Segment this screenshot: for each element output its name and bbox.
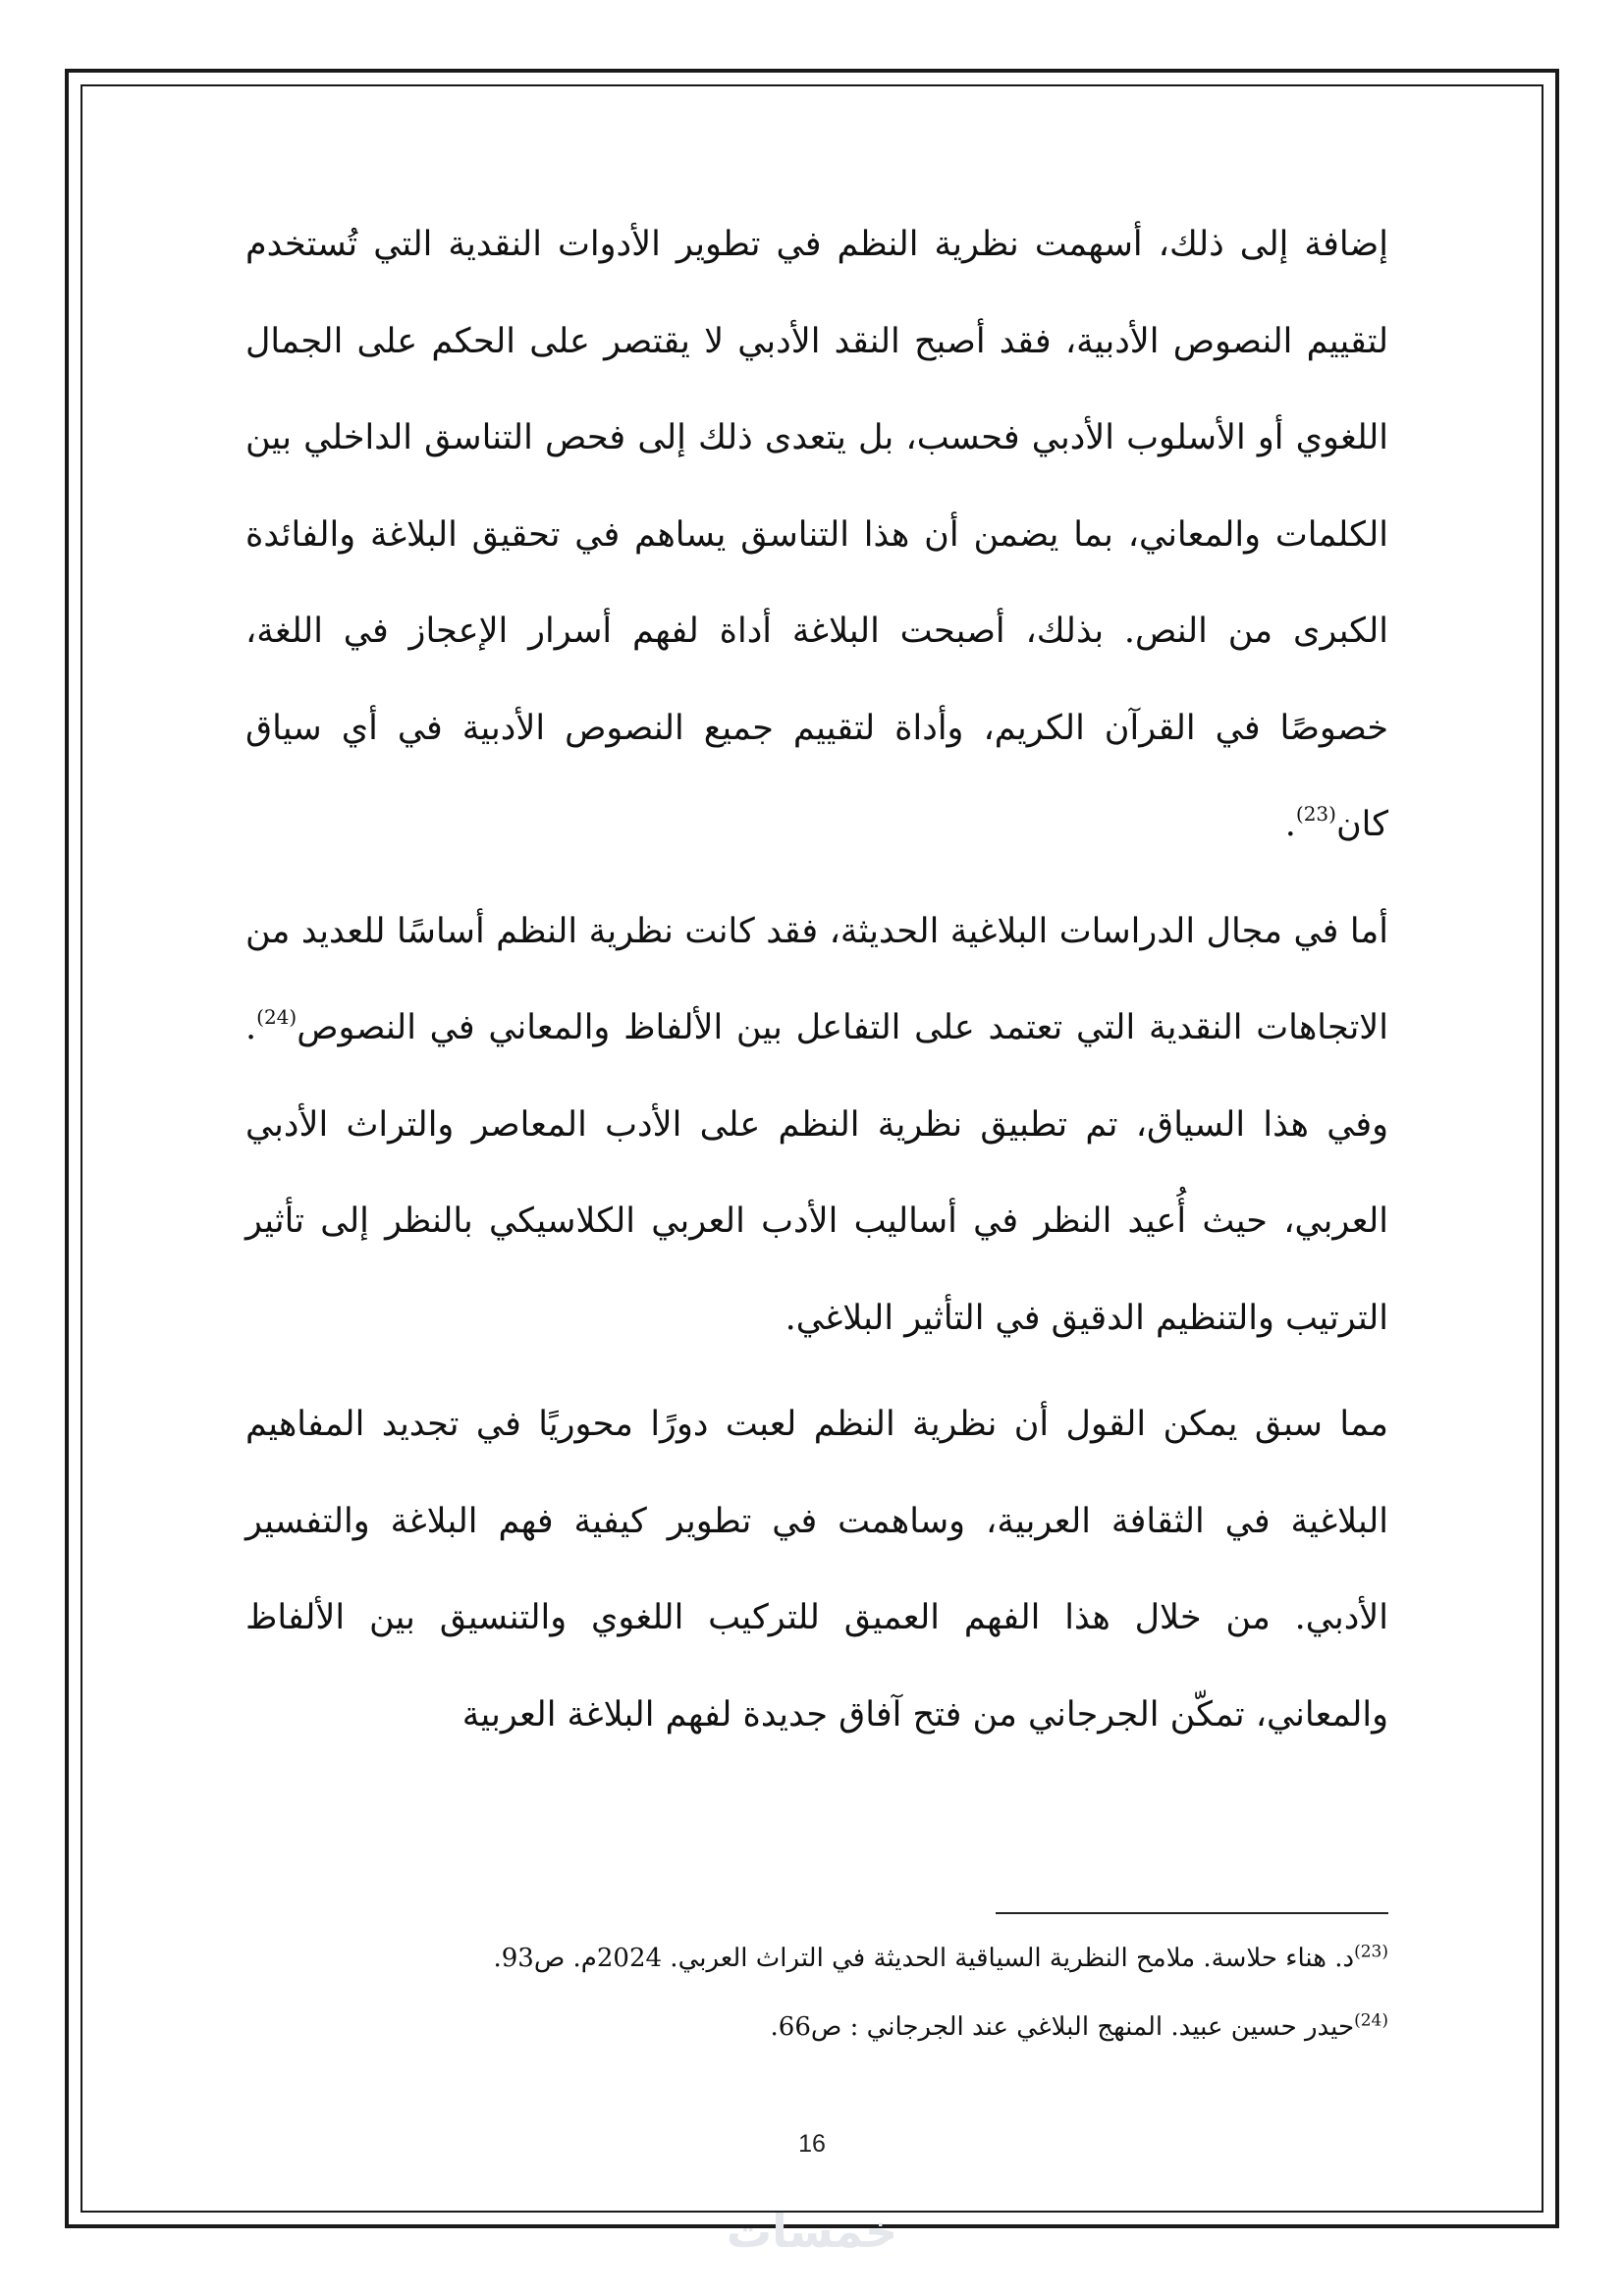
- footnote-24-text: حيدر حسين عبيد. المنهج البلاغي عند الجرجاني : ص66.: [770, 2012, 1355, 2042]
- footnote-ref-23[interactable]: (23): [1295, 802, 1336, 827]
- watermark-logo: خمسات: [726, 2205, 898, 2258]
- paragraph-1: [245, 196, 1388, 874]
- footnote-23-marker: (23): [1354, 1942, 1388, 1962]
- paragraph-1-end: .: [1284, 805, 1296, 844]
- main-text: [245, 196, 1388, 1763]
- paragraph-3: [245, 1376, 1388, 1763]
- footnote-23: [245, 1924, 1388, 1993]
- paragraph-3-text: مما سبق يمكن القول أن نظرية النظم لعبت دورًا محوريًا في تجديد المفاهيم البلاغية في الثقافة العربية، وساهمت في تطوير كيفية فهم البلاغة والتفسير الأدبي. من خلال هذا الفهم العميق للتركيب اللغوي والتنسيق بين الألفاظ والمعاني، تمكّن الجرجاني من فتح آفاق جديدة لفهم البلاغة العربية: [245, 1405, 1388, 1735]
- footnote-23-text: د. هناء حلاسة. ملامح النظرية السياقية الحديثة في التراث العربي. 2024م. ص93.: [493, 1944, 1355, 1973]
- footnote-24-marker: (24): [1354, 2010, 1388, 2031]
- paragraph-1-text: إضافة إلى ذلك، أسهمت نظرية النظم في تطوير الأدوات النقدية التي تُستخدم لتقييم النصوص الأدبية، فقد أصبح النقد الأدبي لا يقتصر على الحكم على الجمال اللغوي أو الأسلوب الأدبي فحسب، بل يتعدى ذلك إلى فحص التناسق الداخلي بين الكلمات والمعاني، بما يضمن أن هذا التناسق يساهم في تحقيق البلاغة والفائدة الكبرى من النص. بذلك، أصبحت البلاغة أداة لفهم أسرار الإعجاز في اللغة، خصوصًا في القرآن الكريم، وأداة لتقييم جميع النصوص الأدبية في أي سياق كان: [245, 225, 1388, 844]
- footnotes: [245, 1924, 1388, 2061]
- paragraph-2-text: أما في مجال الدراسات البلاغية الحديثة، فقد كانت نظرية النظم أساسًا للعديد من الاتجاهات النقدية التي تعتمد على التفاعل بين الألفاظ والمعاني في النصوص: [245, 911, 1388, 1047]
- paragraph-2-continued: . وفي هذا السياق، تم تطبيق نظرية النظم على الأدب المعاصر والتراث الأدبي العربي، حيث أُعيد النظر في أساليب الأدب العربي الكلاسيكي بالنظر إلى تأثير الترتيب والتنظيم الدقيق في التأثير البلاغي.: [245, 1008, 1388, 1338]
- footnote-24: [245, 1993, 1388, 2061]
- page-number: 16: [798, 2130, 826, 2158]
- footnote-ref-24[interactable]: (24): [256, 1005, 298, 1030]
- footnote-separator: [996, 1912, 1388, 1914]
- paragraph-2: [245, 883, 1388, 1367]
